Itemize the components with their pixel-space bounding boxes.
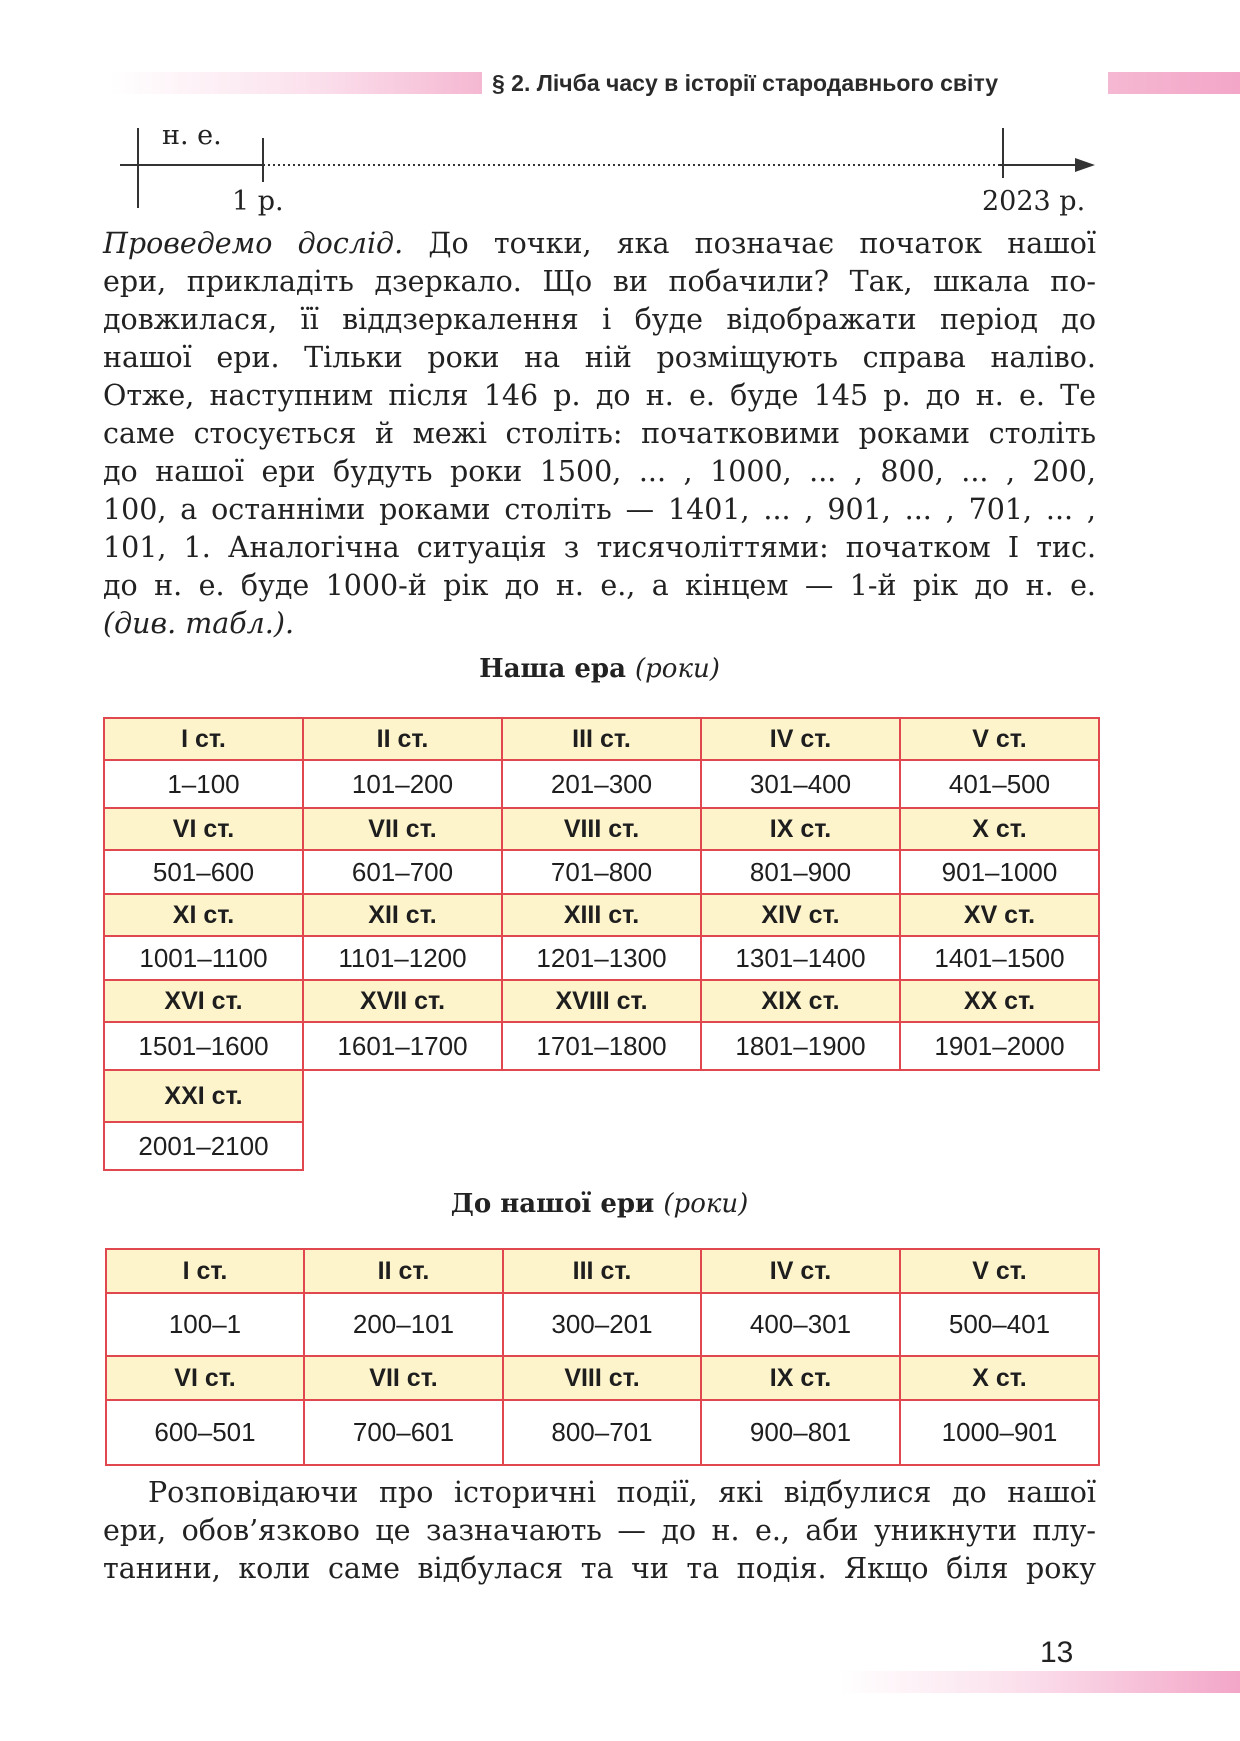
years-cell: 701–800 [502, 850, 701, 894]
paragraph-line: Отже, наступним після 146 р. до н. е. буде 145 р. до н. е. Те [103, 379, 1096, 412]
years-cell: 1101–1200 [303, 936, 502, 980]
years-cell: 900–801 [701, 1400, 900, 1465]
empty-cell [701, 1070, 900, 1122]
section-title: § 2. Лічба часу в історії стародавнього світу [492, 70, 999, 96]
years-cell: 500–401 [900, 1293, 1099, 1356]
page-number: 13 [1040, 1636, 1074, 1669]
timeline-era-label: н. е. [162, 120, 222, 151]
years-cell: 1000–901 [900, 1400, 1099, 1465]
paragraph-line [103, 225, 1096, 263]
century-header-cell: ХІV ст. [701, 894, 900, 936]
years-cell: 100–1 [106, 1293, 304, 1356]
empty-cell [900, 1070, 1099, 1122]
paragraph-line: до н. е. буде 1000-й рік до н. е., а кінцем — 1-й рік до н. е. [103, 569, 1096, 602]
years-cell: 901–1000 [900, 850, 1099, 894]
paragraph-bc-notation [103, 1474, 1096, 1588]
table-before-our-era [105, 1248, 1100, 1466]
caption-text: Наша ера [479, 654, 626, 684]
caption-text: До нашої ери [450, 1189, 655, 1219]
years-cell: 201–300 [502, 760, 701, 808]
century-header-cell: ІХ ст. [701, 1356, 900, 1400]
century-header-row [104, 980, 1099, 1022]
years-cell: 601–700 [303, 850, 502, 894]
empty-cell [701, 1122, 900, 1170]
paragraph-line: до нашої ери будуть роки 1500, ... , 1000, ... , 800, ... , 200, [103, 455, 1096, 488]
century-header-cell: ХХ ст. [900, 980, 1099, 1022]
years-cell: 400–301 [701, 1293, 900, 1356]
years-cell: 301–400 [701, 760, 900, 808]
century-header-cell: ХV ст. [900, 894, 1099, 936]
century-header-cell: ІХ ст. [701, 808, 900, 850]
years-cell: 800–701 [503, 1400, 701, 1465]
century-header-cell: VІІ ст. [303, 808, 502, 850]
century-header-cell: ХІІІ ст. [502, 894, 701, 936]
empty-cell [303, 1122, 502, 1170]
century-header-cell: VІ ст. [104, 808, 303, 850]
paragraph-line: довжилася, її віддзеркалення і буде відображати період до [103, 303, 1096, 336]
table-bc-caption [103, 1189, 1096, 1219]
century-header-cell: ХХІ ст. [104, 1070, 303, 1122]
years-row [104, 850, 1099, 894]
years-cell: 1501–1600 [104, 1022, 303, 1070]
paragraph-line: 101, 1. Аналогічна ситуація з тисячоліттями: початком І тис. [103, 531, 1096, 564]
timeline-start-label: 1 р. [232, 186, 284, 217]
table-ad-caption [103, 654, 1096, 684]
paragraph-line: Розповідаючи про історичні події, які відбулися до нашої [148, 1476, 1096, 1509]
century-header-cell: V ст. [900, 1249, 1099, 1293]
italic-reference: (див. табл.). [103, 607, 295, 640]
years-cell: 401–500 [900, 760, 1099, 808]
century-header-cell: І ст. [104, 718, 303, 760]
century-header-row [104, 808, 1099, 850]
empty-cell [502, 1070, 701, 1122]
years-cell: 1601–1700 [303, 1022, 502, 1070]
timeline-end-label: 2023 р. [982, 186, 1086, 217]
years-cell: 1001–1100 [104, 936, 303, 980]
years-cell: 101–200 [303, 760, 502, 808]
century-header-cell: ХVІ ст. [104, 980, 303, 1022]
header-decor-band-left [110, 72, 482, 94]
century-header-cell: V ст. [900, 718, 1099, 760]
years-row [104, 1022, 1099, 1070]
century-header-cell: ХVІІ ст. [303, 980, 502, 1022]
century-header-cell: ІV ст. [701, 718, 900, 760]
years-cell: 1801–1900 [701, 1022, 900, 1070]
footer-decor-band [840, 1671, 1240, 1693]
paragraph-line: ери, обов’язково це зазначають — до н. е., аби уникнути плу- [103, 1514, 1096, 1547]
empty-cell [900, 1122, 1099, 1170]
paragraph-line: танини, коли саме відбулася та чи та подія. Якщо біля року [103, 1552, 1096, 1585]
years-cell: 600–501 [106, 1400, 304, 1465]
paragraph-line [103, 605, 1096, 643]
century-header-row [104, 894, 1099, 936]
paragraph-line: саме стосується й межі століть: початковими роками століть [103, 417, 1096, 450]
years-cell: 801–900 [701, 850, 900, 894]
century-header-cell: ХІІ ст. [303, 894, 502, 936]
century-header-cell: ХІ ст. [104, 894, 303, 936]
century-header-cell: Х ст. [900, 1356, 1099, 1400]
years-cell: 2001–2100 [104, 1122, 303, 1170]
century-header-cell: ІІ ст. [303, 718, 502, 760]
years-row [106, 1400, 1099, 1465]
empty-cell [303, 1070, 502, 1122]
century-header-cell: ІІІ ст. [503, 1249, 701, 1293]
century-header-row [104, 1070, 1099, 1122]
years-row [104, 936, 1099, 980]
century-header-cell: VІІ ст. [304, 1356, 503, 1400]
years-row [106, 1293, 1099, 1356]
years-row [104, 760, 1099, 808]
years-cell: 200–101 [304, 1293, 503, 1356]
table-our-era [103, 717, 1100, 1171]
century-header-cell: ІV ст. [701, 1249, 900, 1293]
line-text: До точки, яка позначає початок нашої [403, 227, 1096, 260]
century-header-row [104, 718, 1099, 760]
century-header-cell: ХІХ ст. [701, 980, 900, 1022]
century-header-cell: І ст. [106, 1249, 304, 1293]
century-header-cell: VІ ст. [106, 1356, 304, 1400]
timeline-arrowhead-icon [1075, 158, 1095, 172]
years-cell: 1301–1400 [701, 936, 900, 980]
paragraph-experiment [103, 225, 1096, 643]
paragraph-line: нашої ери. Тільки роки на ній розміщують справа наліво. [103, 341, 1096, 374]
empty-cell [502, 1122, 701, 1170]
century-header-cell: VІІІ ст. [502, 808, 701, 850]
years-cell: 1701–1800 [502, 1022, 701, 1070]
years-cell: 700–601 [304, 1400, 503, 1465]
century-header-cell: ІІ ст. [304, 1249, 503, 1293]
timeline-scale [120, 120, 1100, 220]
header-decor-band-right [1108, 72, 1240, 94]
caption-note: (роки) [635, 654, 720, 684]
century-header-row [106, 1356, 1099, 1400]
century-header-row [106, 1249, 1099, 1293]
years-cell: 501–600 [104, 850, 303, 894]
italic-phrase: Проведемо дослід. [103, 227, 404, 260]
years-cell: 1201–1300 [502, 936, 701, 980]
caption-note: (роки) [663, 1189, 749, 1219]
years-row [104, 1122, 1099, 1170]
century-header-cell: VІІІ ст. [503, 1356, 701, 1400]
years-cell: 1–100 [104, 760, 303, 808]
years-cell: 1901–2000 [900, 1022, 1099, 1070]
years-cell: 300–201 [503, 1293, 701, 1356]
years-cell: 1401–1500 [900, 936, 1099, 980]
paragraph-line: 100, а останніми роками століть — 1401, ... , 901, ... , 701, ... , [103, 493, 1096, 526]
century-header-cell: ХVІІІ ст. [502, 980, 701, 1022]
century-header-cell: Х ст. [900, 808, 1099, 850]
paragraph-line: ери, прикладіть дзеркало. Що ви побачили? Так, шкала по- [103, 265, 1096, 298]
century-header-cell: ІІІ ст. [502, 718, 701, 760]
